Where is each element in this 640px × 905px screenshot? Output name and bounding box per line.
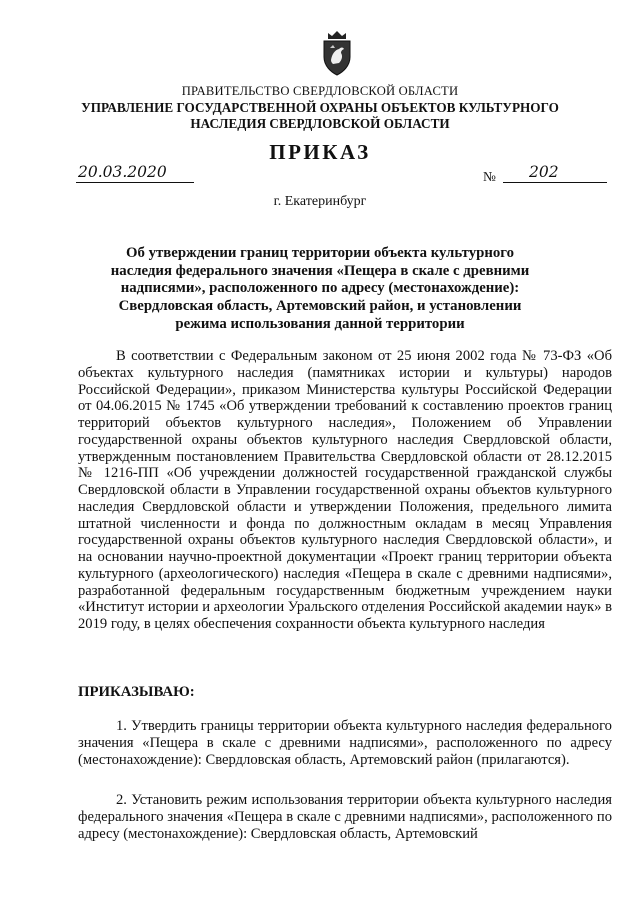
document-title: Об утверждении границ территории объекта культурного наследия федерального значения «Пещера в скале с древними надписями», расположенного по адресу (местонахождение): Свердловская область, Артемовский район, и установлении режима использования данной территории bbox=[110, 245, 530, 332]
number-sign: № bbox=[483, 169, 496, 184]
item-text: Установить режим использования территории объекта культурного наследия федерального значения «Пещера в скале с древними надписями», расположенного по адресу (местонахождение): Свердловская область, Артемовский bbox=[78, 792, 612, 842]
preamble-paragraph: В соответствии с Федеральным законом от 25 июня 2002 года № 73-ФЗ «Об объектах культурного наследия (памятниках истории и культуры) народов Российской Федерации», приказом Министерства культуры Российской Федерации от 04.06.2015 № 1745 «Об утверждении требований к составлению проектов границ территорий объектов культурного наследия», Положением об Управлении государственной охраны объектов культурного наследия Свердловской области, утвержденным постановлением Правительства Свердловской области от 28.12.2015 № 1216-ПП «Об учреждении должностей государственной гражданской службы Свердловской области в Управлении государственной охраны объектов культурного наследия Свердловской области и утверждении Положения, предельного лимита штатной численности и фонда по должностным окладам в месяц Управления государственной охраны объектов культурного наследия Свердловской области», и на основании научно-проектной документации «Проект границ территории объекта культурного (археологического) наследия «Пещера в скале с древними надписями», разработанной федеральным государственным бюджетным учреждением науки «Институт истории и археологии Уральского отделения Российской академии наук» в 2019 году, в целях обеспечения сохранности объекта культурного наследия bbox=[78, 348, 612, 632]
document-type: ПРИКАЗ bbox=[269, 140, 371, 164]
order-item-2 bbox=[78, 792, 612, 842]
government-name: ПРАВИТЕЛЬСТВО СВЕРДЛОВСКОЙ ОБЛАСТИ bbox=[181, 84, 459, 98]
department-name: УПРАВЛЕНИЕ ГОСУДАРСТВЕННОЙ ОХРАНЫ ОБЪЕКТОВ КУЛЬТУРНОГО НАСЛЕДИЯ СВЕРДЛОВСКОЙ ОБЛАСТИ bbox=[81, 100, 559, 131]
order-item-1 bbox=[78, 718, 612, 768]
order-number: 202 bbox=[503, 163, 607, 183]
order-word: ПРИКАЗЫВАЮ: bbox=[78, 684, 195, 700]
item-number: 1. bbox=[116, 718, 127, 734]
item-text: Утвердить границы территории объекта культурного наследия федерального значения «Пещера в скале с древними надписями», расположенного по адресу (местонахождение): Свердловская область, Артемовский район (прилагаются). bbox=[78, 718, 612, 768]
order-date: 20.03.2020 bbox=[76, 163, 194, 183]
coat-of-arms-icon bbox=[319, 30, 355, 76]
city: г. Екатеринбург bbox=[273, 194, 367, 209]
item-number: 2. bbox=[116, 792, 127, 808]
